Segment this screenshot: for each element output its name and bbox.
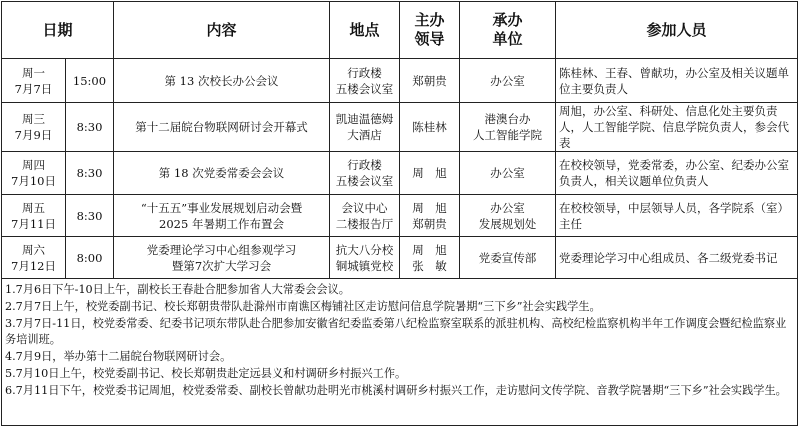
- row-leader: 陈桂林: [400, 103, 460, 152]
- row-leader: 周 旭 张 敏: [400, 237, 460, 279]
- row-leader: 周 旭 郑朝贵: [400, 195, 460, 237]
- row-content: 第 18 次党委常委会会议: [114, 152, 330, 195]
- row-unit: 港澳台办 人工智能学院: [460, 103, 556, 152]
- row-unit: 办公室: [460, 59, 556, 103]
- table-row: [2, 152, 798, 195]
- row-time: 8:30: [66, 195, 114, 237]
- row-participants: 在校校领导，党委常委，办公室、纪委办公室负责人，相关议题单位负责人: [556, 152, 798, 195]
- table-row: [2, 195, 798, 237]
- table-row: [2, 103, 798, 152]
- header-content: 内容: [114, 2, 330, 59]
- row-place: 凯迪温德姆 大酒店: [330, 103, 400, 152]
- header-row: [2, 2, 798, 59]
- row-leader: 郑朝贵: [400, 59, 460, 103]
- row-day: 周一 7月7日: [2, 59, 66, 103]
- row-day: 周五 7月11日: [2, 195, 66, 237]
- row-place: 会议中心 二楼报告厅: [330, 195, 400, 237]
- note-item: 4.7月9日，举办第十二届皖台物联网研讨会。: [5, 350, 232, 364]
- row-day: 周六 7月12日: [2, 237, 66, 279]
- row-content: 第 13 次校长办公会议: [114, 59, 330, 103]
- row-place: 行政楼 五楼会议室: [330, 59, 400, 103]
- row-time: 15:00: [66, 59, 114, 103]
- row-participants: 在校校领导，中层领导人员，各学院系（室）主任: [556, 195, 798, 237]
- row-leader: 周 旭: [400, 152, 460, 195]
- row-content: 党委理论学习中心组参观学习 暨第7次扩大学习会: [114, 237, 330, 279]
- table-row: [2, 59, 798, 103]
- note-item: 2.7月7日上午，校党委副书记、校长郑朝贵带队赴滁州市南谯区梅铺社区走访慰问信息学院暑期“三下乡”社会实践学生。: [5, 299, 601, 313]
- notes-box: [1, 279, 798, 426]
- note-item: 1.7月6日下午-10日上午，副校长王春赴合肥参加省人大常委会会议。: [5, 283, 350, 296]
- header-leader: 主办 领导: [400, 2, 460, 59]
- row-time: 8:30: [66, 103, 114, 152]
- schedule-sheet: [1, 1, 798, 426]
- note-item: 3.7月7日-11日，校党委常委、纪委书记项东带队赴合肥参加安徽省纪委监委第八纪检监察室联系的派驻机构、高校纪检监察机构半年工作调度会暨纪检监察业务培训班。: [5, 316, 787, 347]
- row-day: 周四 7月10日: [2, 152, 66, 195]
- header-date: 日期: [2, 2, 114, 59]
- header-unit: 承办 单位: [460, 2, 556, 59]
- header-place: 地点: [330, 2, 400, 59]
- table-row: [2, 237, 798, 279]
- row-participants: 陈桂林、王春、曾献功，办公室及相关议题单位主要负责人: [556, 59, 798, 103]
- note-item: 6.7月11日下午，校党委书记周旭，校党委常委、副校长曾献功赴明光市桃溪村调研乡村振兴工作，走访慰问文传学院、音教学院暑期“三下乡”社会实践学生。: [5, 383, 787, 397]
- row-participants: 周旭，办公室、科研处、信息化处主要负责人，人工智能学院、信息学院负责人，参会代表: [556, 103, 798, 152]
- row-time: 8:30: [66, 152, 114, 195]
- row-unit: 办公室: [460, 152, 556, 195]
- note-item: 5.7月10日上午，校党委副书记、校长郑朝贵赴定远县义和村调研乡村振兴工作。: [5, 366, 407, 380]
- row-place: 行政楼 五楼会议室: [330, 152, 400, 195]
- row-time: 8:00: [66, 237, 114, 279]
- schedule-table: [1, 1, 798, 279]
- row-day: 周三 7月9日: [2, 103, 66, 152]
- row-content: “十五五”事业发展规划启动会暨 2025 年暑期工作布置会: [114, 195, 330, 237]
- row-participants: 党委理论学习中心组成员、各二级党委书记: [556, 237, 798, 279]
- row-unit: 党委宣传部: [460, 237, 556, 279]
- row-content: 第十二届皖台物联网研讨会开幕式: [114, 103, 330, 152]
- row-unit: 办公室 发展规划处: [460, 195, 556, 237]
- row-place: 抗大八分校 铜城镇党校: [330, 237, 400, 279]
- header-participants: 参加人员: [556, 2, 798, 59]
